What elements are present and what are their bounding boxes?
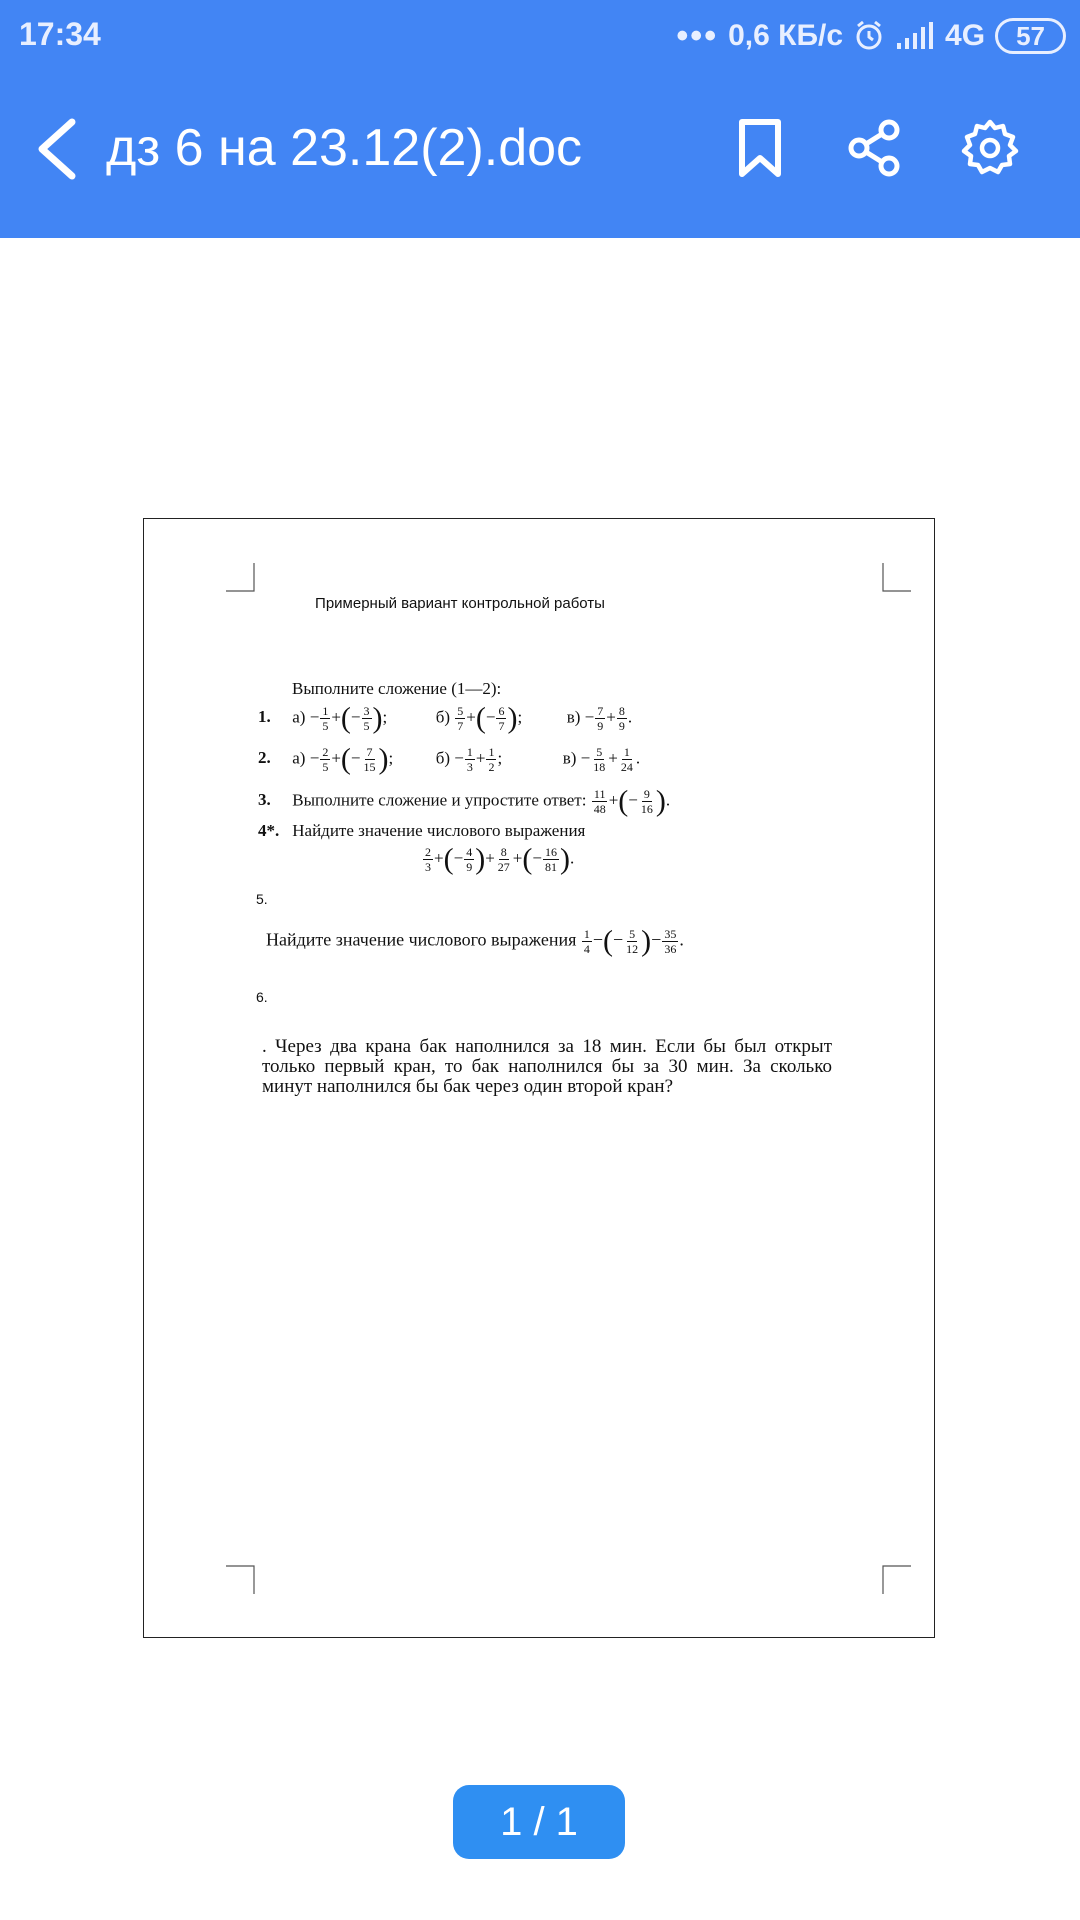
label-v: в) — [562, 748, 577, 768]
status-time: 17:34 — [19, 16, 101, 52]
problem-5-text: Найдите значение числового выражения — [266, 929, 577, 950]
label-b: б) — [435, 748, 451, 768]
problem-1: 1. а) − $\frac{1}{5}$ +(− $\frac{3}{5}$ ); б) $\frac{5}{7}$ +(− $\frac{6}{7}$ ); в) − $\frac{7}{9}$ + $\frac{8}{9}$ . — [258, 701, 633, 735]
bookmark-icon[interactable] — [730, 118, 790, 178]
problem-4 — [258, 821, 585, 841]
problem-3-text: Выполните сложение и упростите ответ: — [292, 790, 587, 810]
intro-text: Выполните сложение (1—2): — [292, 679, 502, 698]
problem-number: 1. — [258, 707, 271, 727]
label-a: а) — [292, 748, 306, 768]
label-a: а) — [292, 707, 306, 727]
share-icon[interactable] — [845, 118, 905, 178]
document-content — [144, 519, 936, 1639]
problem-3: 3. Выполните сложение и упростите ответ: $\frac{11}{48}$ +(− $\frac{9}{16}$ ). — [258, 784, 671, 818]
back-arrow-icon[interactable] — [30, 114, 86, 184]
problem-number: 3. — [258, 790, 271, 810]
intro-line — [292, 679, 501, 699]
problem-number: 4*. — [258, 821, 280, 840]
document-title: дз 6 на 23.12(2).doc — [106, 119, 583, 177]
problem-2: 2. а) − $\frac{2}{5}$ +(− $\frac{7}{15}$ ); б) − $\frac{1}{3}$ + $\frac{1}{2}$ ; в) − $\frac{5}{18}$ + $\frac{1}{24}$ . — [258, 742, 641, 776]
page-indicator[interactable]: 1 / 1 — [453, 1785, 625, 1859]
toolbar — [0, 96, 1080, 202]
problem-5-number: 5. — [256, 891, 268, 907]
problem-5: Найдите значение числового выражения $\frac{1}{4}$ −(− $\frac{5}{12}$ )− $\frac{35}{36}$ . — [266, 924, 684, 958]
status-icons — [676, 14, 1066, 58]
problem-4-text: Найдите значение числового выражения — [292, 821, 586, 840]
problem-6-text: . Через два крана бак наполнился за 18 мин. Если бы был открыт только первый кран, то бак наполнился бы за 30 мин. За сколько минут наполнился бы бак через один второй кран? — [262, 1036, 832, 1097]
label-v: в) — [566, 707, 581, 727]
label-b: б) — [435, 707, 451, 727]
settings-gear-icon[interactable] — [960, 118, 1020, 178]
problem-4-expression: $\frac{2}{3}$ +(− $\frac{4}{9}$ )+ $\frac{8}{27}$ +(− $\frac{16}{81}$ ). — [425, 842, 575, 876]
doc-heading: Примерный вариант контрольной работы — [315, 595, 605, 612]
network-type: 4G — [945, 19, 986, 52]
status-bar — [0, 0, 1080, 72]
network-speed: 0,6 КБ/с — [728, 19, 844, 52]
problem-number: 2. — [258, 748, 271, 768]
battery-icon: 57 — [995, 18, 1066, 54]
problem-6-number: 6. — [256, 989, 268, 1005]
more-dots-icon: ••• — [676, 17, 719, 55]
document-page — [143, 518, 935, 1638]
app-bar — [0, 0, 1080, 238]
signal-icon — [895, 21, 935, 51]
alarm-icon — [853, 20, 885, 52]
